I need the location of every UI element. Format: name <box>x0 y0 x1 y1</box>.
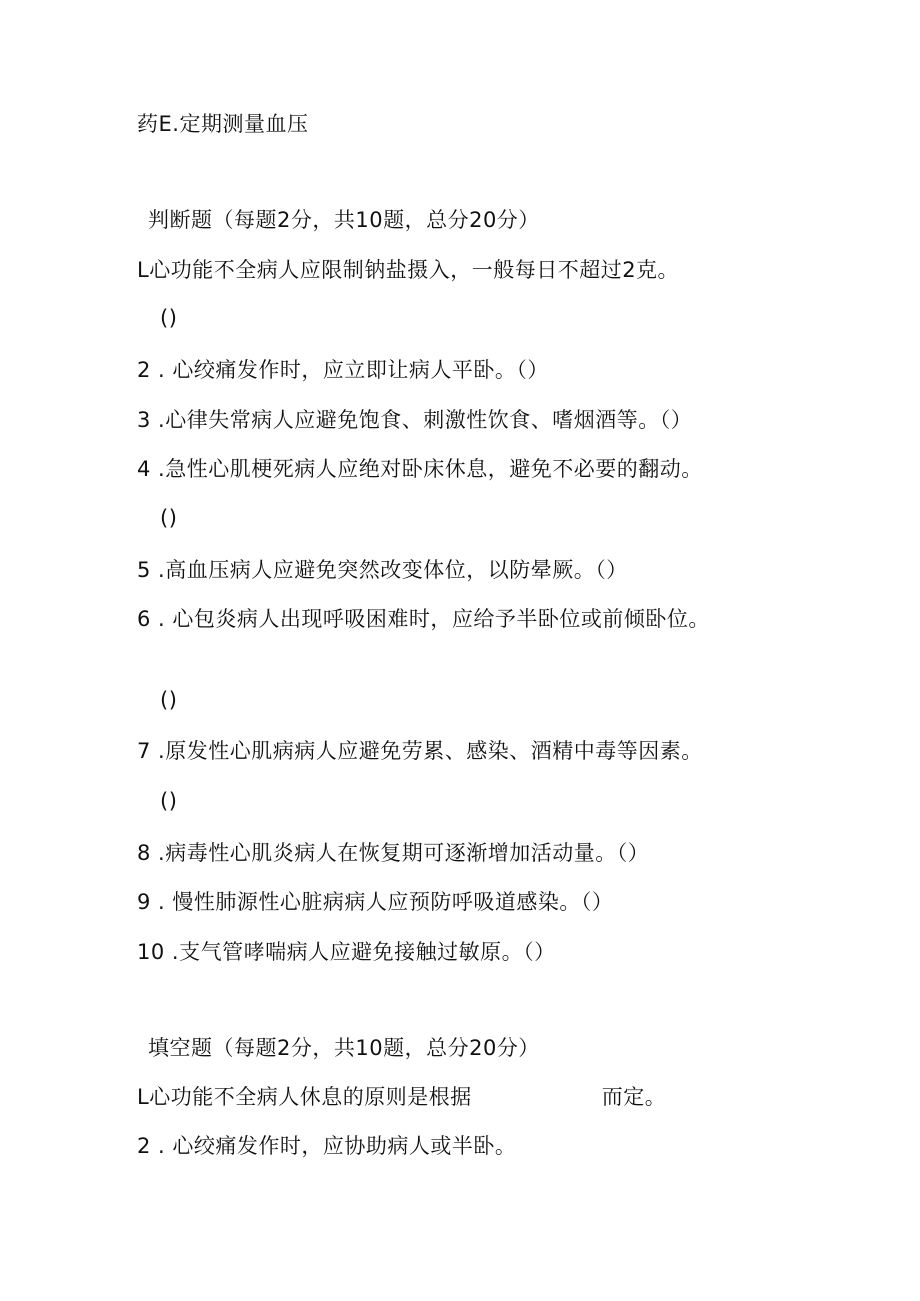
fill-item-1-before: L心功能不全病人休息的原则是根据 <box>137 1085 472 1109</box>
judgment-item-3: 3 .心律失常病人应避免饱食、刺激性饮食、嗜烟酒等。（） <box>137 408 693 432</box>
judgment-item-9: 9 . 慢性肺源性心脏病病人应预防呼吸道感染。（） <box>137 890 614 914</box>
fill-section-title: 填空题（每题2分，共10题，总分20分） <box>148 1036 540 1060</box>
judgment-item-4: 4 .急性心肌梗死病人应绝对卧床休息，避免不必要的翻动。 <box>137 457 703 481</box>
fill-item-2: 2 . 心绞痛发作时，应协助病人或半卧。 <box>137 1134 517 1158</box>
judgment-item-5: 5 .高血压病人应避免突然改变体位，以防晕厥。（） <box>137 558 628 582</box>
fill-item-1 <box>137 1083 666 1111</box>
judgment-item-8: 8 .病毒性心肌炎病人在恢复期可逐渐增加活动量。（） <box>137 841 650 865</box>
judgment-item-7: 7 .原发性心肌病病人应避免劳累、感染、酒精中毒等因素。 <box>137 739 703 763</box>
judgment-item-1-answer: () <box>160 306 178 330</box>
judgment-item-2: 2 . 心绞痛发作时，应立即让病人平卧。（） <box>137 358 549 382</box>
fill-item-1-after: 而定。 <box>601 1085 667 1109</box>
judgment-item-7-answer: () <box>160 789 178 813</box>
judgment-item-1: L心功能不全病人应限制钠盐摄入，一般每日不超过2克。 <box>137 258 680 282</box>
judgment-section-title: 判断题（每题2分，共10题，总分20分） <box>148 208 540 232</box>
judgment-item-6: 6 . 心包炎病人出现呼吸困难时，应给予半卧位或前倾卧位。 <box>137 607 710 631</box>
header-fragment: 药E.定期测量血压 <box>137 112 309 136</box>
judgment-item-6-answer: () <box>160 688 178 712</box>
judgment-item-10: 10 .支气管哮喘病人应避免接触过敏原。（） <box>137 940 556 964</box>
judgment-item-4-answer: () <box>160 506 178 530</box>
